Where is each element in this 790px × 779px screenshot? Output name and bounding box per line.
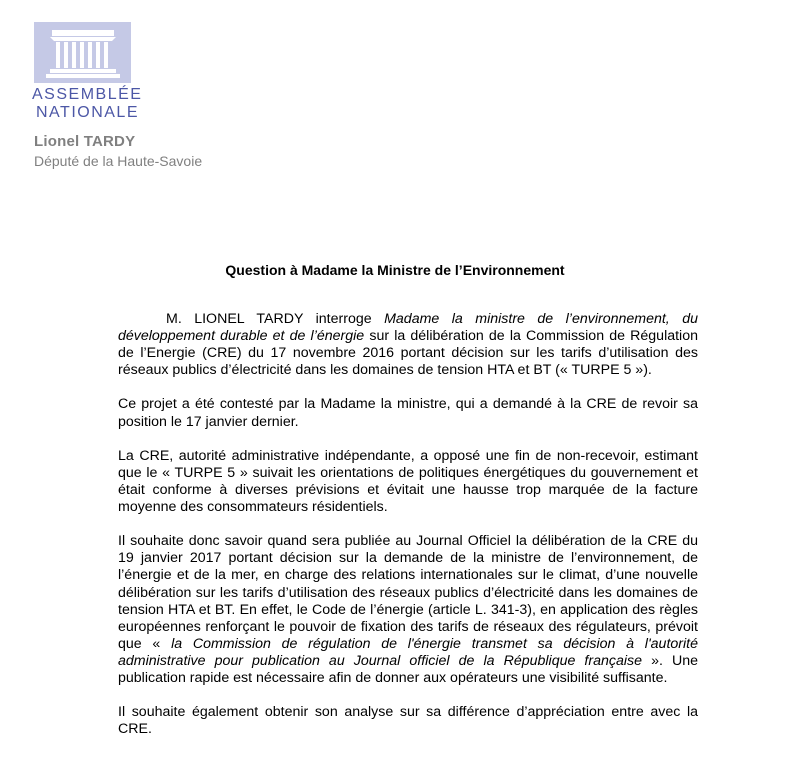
paragraph-4-quote: la Commission de régulation de l'énergie transmet sa décision à l'autorité administrative pour publication au Journal officiel de la République française (118, 635, 698, 669)
question-title: Question à Madame la Ministre de l’Environnement (225, 262, 565, 278)
paragraph-4-intro: Il souhaite donc savoir quand sera publiée au Journal Officiel la délibération de la CRE du 19 janvier 2017 portant décision sur la demande de la ministre de l’environnement, de l’énergie et de la mer, en charge des relations internationales sur le climat, d’une nouvelle délibération sur les tarifs d’utilisation des réseaux publics d’électricité dans les domaines de tension HTA et BT. En effet, le Code de l’énergie (article L. 341-3), en application des règles européennes renforçant le pouvoir de fixation des tarifs de réseaux des régulateurs, prévoit que « (118, 533, 698, 652)
paragraph-2: Ce projet a été contesté par la Madame la ministre, qui a demandé à la CRE de revoir sa position le 17 janvier dernier. (118, 396, 698, 430)
author-name: Lionel TARDY (34, 133, 136, 150)
paragraph-1 (118, 311, 698, 379)
paragraph-1-ministry: Madame la ministre de l’environnement, du développement durable et de l’énergie (118, 311, 698, 345)
paragraph-1-rest: sur la délibération de la Commission de Régulation de l’Energie (CRE) du 17 novembre 2016 portant décision sur les tarifs d’utilisation des réseaux publics d’électricité dans les domaines de tension HTA et BT (« TURPE 5 »). (118, 328, 698, 379)
paragraph-4-rest: ». Une publication rapide est nécessaire afin de donner aux opérateurs une visibilité suffisante. (118, 652, 698, 686)
assemblee-building-icon (34, 22, 131, 83)
author-role: Député de la Haute-Savoie (34, 153, 203, 169)
paragraph-3: La CRE, autorité administrative indépendante, a opposé une fin de non-recevoir, estimant que le « TURPE 5 » suivait les orientations de politiques énergétiques du gouvernement et était conforme à diverses prévisions et évitait une hausse trop marquée de la facture moyenne des consommateurs résidentiels. (118, 447, 698, 516)
question-body (118, 311, 698, 755)
paragraph-4 (118, 533, 698, 687)
logo-text-line1: ASSEMBLÉE (32, 86, 143, 103)
paragraph-5: Il souhaite également obtenir son analyse sur sa différence d’appréciation entre avec la CRE. (118, 704, 698, 738)
logo-text-line2: NATIONALE (36, 104, 139, 121)
paragraph-1-intro: M. LIONEL TARDY interroge (166, 311, 385, 327)
